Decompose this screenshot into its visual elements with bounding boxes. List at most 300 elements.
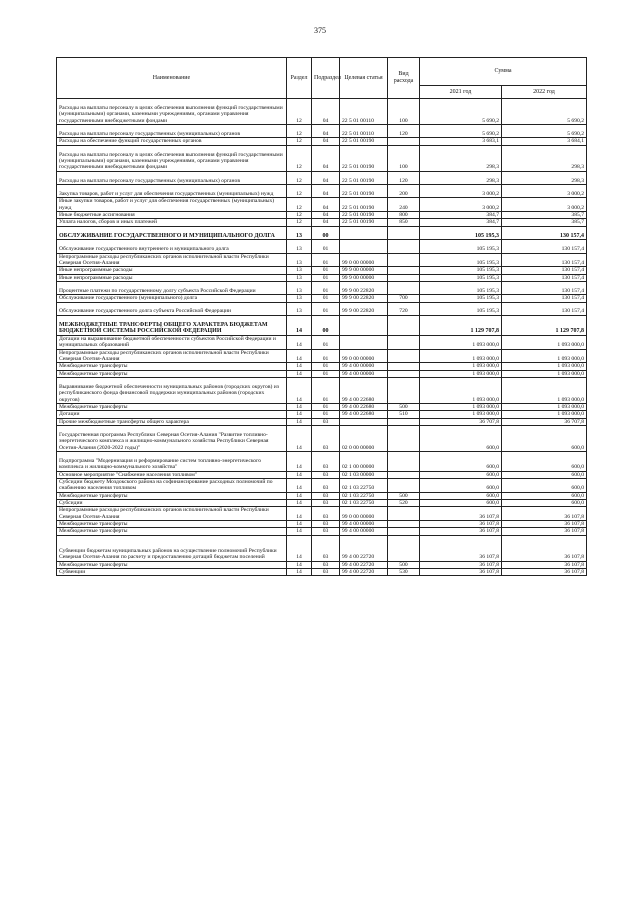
row-razdel: 12 [287, 184, 312, 197]
row-razdel: 13 [287, 274, 312, 281]
row-razdel: 14 [287, 500, 312, 507]
row-target [340, 418, 388, 425]
row-name: Межбюджетные трансферты [57, 521, 287, 528]
row-sum-2021: 1 093 000,0 [420, 403, 502, 410]
row-razdel: 12 [287, 125, 312, 138]
row-razdel: 14 [287, 403, 312, 410]
row-sum-2022: 130 157,4 [502, 281, 587, 294]
row-razdel: 13 [287, 302, 312, 315]
table-row [57, 145, 587, 171]
row-target: 99 9 00 22820 [340, 295, 388, 302]
row-target: 22 5 01 00190 [340, 184, 388, 197]
row-razdel: 14 [287, 478, 312, 492]
table-row [57, 211, 587, 218]
row-vid: 520 [388, 500, 420, 507]
row-podrazdel: 04 [312, 171, 340, 184]
row-target: 99 4 00 22680 [340, 403, 388, 410]
row-sum-2021: 1 093 000,0 [420, 370, 502, 377]
row-podrazdel: 03 [312, 426, 340, 452]
row-target: 02 1 00 00000 [340, 452, 388, 472]
row-vid [388, 528, 420, 535]
row-razdel: 14 [287, 471, 312, 478]
row-sum-2021: 600,0 [420, 492, 502, 499]
table-row [57, 267, 587, 274]
row-razdel: 14 [287, 377, 312, 403]
row-sum-2021: 384,7 [420, 211, 502, 218]
row-vid: 500 [388, 561, 420, 568]
table-row [57, 492, 587, 499]
row-vid: 510 [388, 411, 420, 418]
row-razdel: 14 [287, 411, 312, 418]
row-sum-2022: 298,3 [502, 171, 587, 184]
row-sum-2021: 36 707,8 [420, 418, 502, 425]
row-razdel: 14 [287, 452, 312, 472]
row-sum-2022: 36 107,8 [502, 528, 587, 535]
row-name: Межбюджетные трансферты [57, 492, 287, 499]
row-podrazdel: 03 [312, 507, 340, 521]
row-name: ОБСЛУЖИВАНИЕ ГОСУДАРСТВЕННОГО И МУНИЦИПАЛЬНОГО ДОЛГА [57, 226, 287, 240]
row-sum-2022: 36 107,8 [502, 521, 587, 528]
table-row [57, 535, 587, 561]
row-vid [388, 471, 420, 478]
row-name: Иные закупки товаров, работ и услуг для обеспечения государственных (муниципальных) нужд [57, 198, 287, 212]
row-sum-2022: 130 157,4 [502, 267, 587, 274]
row-razdel: 14 [287, 363, 312, 370]
row-sum-2021: 384,7 [420, 219, 502, 226]
row-target: 99 9 00 22820 [340, 302, 388, 315]
row-vid [388, 349, 420, 363]
row-target: 99 4 00 22720 [340, 561, 388, 568]
row-podrazdel: 04 [312, 138, 340, 145]
header-podrazdel: Подраздел [312, 58, 340, 99]
row-sum-2021: 5 690,2 [420, 125, 502, 138]
row-vid [388, 335, 420, 349]
header-name: Наименование [57, 58, 287, 99]
row-podrazdel: 03 [312, 561, 340, 568]
row-podrazdel: 01 [312, 253, 340, 267]
row-vid [388, 426, 420, 452]
row-vid [388, 507, 420, 521]
row-podrazdel: 03 [312, 500, 340, 507]
row-sum-2021: 600,0 [420, 471, 502, 478]
row-podrazdel: 01 [312, 240, 340, 253]
row-vid [388, 521, 420, 528]
row-razdel: 12 [287, 171, 312, 184]
header-vid: Вид расхода [388, 58, 420, 99]
row-razdel: 13 [287, 295, 312, 302]
row-sum-2021: 105 195,3 [420, 226, 502, 240]
row-sum-2021: 1 093 000,0 [420, 335, 502, 349]
row-target: 22 5 01 00190 [340, 219, 388, 226]
table-row [57, 452, 587, 472]
row-target: 99 9 00 00000 [340, 274, 388, 281]
row-razdel: 14 [287, 521, 312, 528]
table-row [57, 377, 587, 403]
row-name: Субвенции [57, 569, 287, 576]
row-target [340, 315, 388, 335]
row-name: Расходы на выплаты персоналу государственных (муниципальных) органов [57, 171, 287, 184]
row-vid: 530 [388, 569, 420, 576]
row-target: 02 1 03 22750 [340, 500, 388, 507]
table-body [57, 99, 587, 576]
row-sum-2022: 1 093 000,0 [502, 363, 587, 370]
row-sum-2021: 105 195,3 [420, 295, 502, 302]
row-target [340, 226, 388, 240]
row-sum-2022: 130 157,4 [502, 274, 587, 281]
row-podrazdel: 03 [312, 478, 340, 492]
row-razdel: 14 [287, 349, 312, 363]
table-row [57, 521, 587, 528]
row-razdel: 14 [287, 315, 312, 335]
row-vid [388, 267, 420, 274]
row-razdel: 13 [287, 267, 312, 274]
row-podrazdel: 03 [312, 521, 340, 528]
row-target: 99 4 00 00000 [340, 363, 388, 370]
row-sum-2021: 36 107,8 [420, 569, 502, 576]
row-sum-2021: 1 093 000,0 [420, 349, 502, 363]
table-row [57, 240, 587, 253]
row-sum-2021: 105 195,3 [420, 274, 502, 281]
row-target: 99 9 00 22820 [340, 281, 388, 294]
row-name: Непрограммные расходы республиканских органов исполнительной власти Республики Северная Осетия-Алания [57, 349, 287, 363]
row-vid: 500 [388, 492, 420, 499]
row-sum-2021: 36 107,8 [420, 561, 502, 568]
row-vid [388, 363, 420, 370]
row-vid [388, 138, 420, 145]
table-row [57, 274, 587, 281]
row-name: Межбюджетные трансферты [57, 363, 287, 370]
row-sum-2021: 600,0 [420, 426, 502, 452]
table-row [57, 125, 587, 138]
row-name: Обслуживание государственного внутреннего и муниципального долга [57, 240, 287, 253]
row-target: 22 5 01 00190 [340, 198, 388, 212]
row-name: Непрограммные расходы республиканских органов исполнительной власти Республики Северная Осетия-Алания [57, 507, 287, 521]
row-vid: 100 [388, 145, 420, 171]
row-razdel: 12 [287, 219, 312, 226]
row-sum-2022: 5 690,2 [502, 99, 587, 125]
row-sum-2022: 600,0 [502, 452, 587, 472]
row-sum-2022: 36 707,8 [502, 418, 587, 425]
row-target: 99 9 00 00000 [340, 267, 388, 274]
row-sum-2022: 36 107,8 [502, 507, 587, 521]
row-name: Расходы на выплаты персоналу в целях обеспечения выполнения функций государственными (муниципальными) органами, казенными учреждениями, органами управления государственными внебюджетными фондами [57, 99, 287, 125]
row-sum-2021: 5 690,2 [420, 99, 502, 125]
row-razdel: 12 [287, 138, 312, 145]
row-podrazdel: 00 [312, 315, 340, 335]
row-sum-2022: 600,0 [502, 478, 587, 492]
row-name: Прочие межбюджетные трансферты общего характера [57, 418, 287, 425]
row-sum-2021: 298,3 [420, 171, 502, 184]
table-row [57, 500, 587, 507]
row-vid [388, 478, 420, 492]
row-sum-2022: 1 093 000,0 [502, 377, 587, 403]
row-podrazdel: 01 [312, 377, 340, 403]
row-sum-2021: 105 195,3 [420, 267, 502, 274]
row-target: 02 0 00 00000 [340, 426, 388, 452]
table-row [57, 315, 587, 335]
row-vid [388, 240, 420, 253]
table-row [57, 370, 587, 377]
table-row [57, 561, 587, 568]
row-target: 22 5 01 00190 [340, 171, 388, 184]
table-row [57, 171, 587, 184]
table-row [57, 219, 587, 226]
row-name: Непрограммные расходы республиканских органов исполнительной власти Республики Северная Осетия-Алания [57, 253, 287, 267]
row-vid [388, 377, 420, 403]
row-razdel: 13 [287, 240, 312, 253]
row-podrazdel: 01 [312, 335, 340, 349]
row-podrazdel: 03 [312, 452, 340, 472]
table-row [57, 418, 587, 425]
row-name: МЕЖБЮДЖЕТНЫЕ ТРАНСФЕРТЫ ОБЩЕГО ХАРАКТЕРА БЮДЖЕТАМ БЮДЖЕТНОЙ СИСТЕМЫ РОССИЙСКОЙ ФЕДЕРАЦИИ [57, 315, 287, 335]
row-razdel: 14 [287, 569, 312, 576]
row-sum-2021: 36 107,8 [420, 528, 502, 535]
row-sum-2022: 600,0 [502, 471, 587, 478]
row-vid [388, 281, 420, 294]
row-target: 22 5 01 00190 [340, 145, 388, 171]
row-name: Межбюджетные трансферты [57, 561, 287, 568]
table-row [57, 471, 587, 478]
row-podrazdel: 01 [312, 302, 340, 315]
row-vid [388, 418, 420, 425]
row-podrazdel: 01 [312, 363, 340, 370]
row-sum-2022: 385,7 [502, 219, 587, 226]
table-row [57, 281, 587, 294]
row-podrazdel: 04 [312, 219, 340, 226]
row-sum-2021: 36 107,8 [420, 507, 502, 521]
table-row [57, 411, 587, 418]
row-sum-2021: 298,3 [420, 145, 502, 171]
row-podrazdel: 01 [312, 403, 340, 410]
row-vid [388, 315, 420, 335]
row-sum-2022: 1 093 000,0 [502, 403, 587, 410]
row-name: Межбюджетные трансферты [57, 403, 287, 410]
row-razdel: 12 [287, 145, 312, 171]
row-sum-2022: 1 093 000,0 [502, 349, 587, 363]
row-sum-2022: 3 684,1 [502, 138, 587, 145]
table-row [57, 349, 587, 363]
row-sum-2021: 36 107,8 [420, 521, 502, 528]
row-podrazdel: 01 [312, 281, 340, 294]
row-target [340, 240, 388, 253]
row-target: 99 4 00 00000 [340, 370, 388, 377]
row-name: Иные бюджетные ассигнования [57, 211, 287, 218]
table-row [57, 363, 587, 370]
row-sum-2022: 36 107,8 [502, 535, 587, 561]
row-podrazdel: 03 [312, 492, 340, 499]
row-podrazdel: 03 [312, 418, 340, 425]
row-razdel: 14 [287, 535, 312, 561]
row-sum-2022: 3 000,2 [502, 198, 587, 212]
row-sum-2021: 3 683,1 [420, 138, 502, 145]
row-sum-2021: 105 195,3 [420, 281, 502, 294]
row-target: 22 5 01 00110 [340, 125, 388, 138]
row-sum-2021: 105 195,3 [420, 253, 502, 267]
row-razdel: 14 [287, 426, 312, 452]
row-podrazdel: 03 [312, 471, 340, 478]
row-vid: 200 [388, 184, 420, 197]
row-sum-2022: 1 129 707,8 [502, 315, 587, 335]
row-podrazdel: 01 [312, 267, 340, 274]
row-vid [388, 452, 420, 472]
row-razdel: 14 [287, 528, 312, 535]
table-row [57, 184, 587, 197]
row-name: Уплата налогов, сборов и иных платежей [57, 219, 287, 226]
table-row [57, 253, 587, 267]
row-target: 99 0 00 00000 [340, 349, 388, 363]
row-sum-2021: 1 093 000,0 [420, 363, 502, 370]
table-row [57, 198, 587, 212]
row-podrazdel: 01 [312, 349, 340, 363]
row-podrazdel: 01 [312, 274, 340, 281]
row-razdel: 14 [287, 507, 312, 521]
row-name: Обслуживание государственного долга субъекта Российской Федерации [57, 302, 287, 315]
row-name: Иные непрограммные расходы [57, 274, 287, 281]
row-sum-2021: 105 195,3 [420, 302, 502, 315]
row-target: 99 0 00 00000 [340, 253, 388, 267]
row-vid [388, 226, 420, 240]
row-sum-2022: 130 157,4 [502, 226, 587, 240]
header-razdel: Раздел [287, 58, 312, 99]
row-name: Расходы на обеспечение функций государственных органов [57, 138, 287, 145]
row-vid: 500 [388, 403, 420, 410]
row-sum-2022: 1 093 000,0 [502, 411, 587, 418]
row-podrazdel: 03 [312, 569, 340, 576]
header-year-2021: 2021 год [420, 86, 502, 99]
row-target: 02 1 03 22750 [340, 492, 388, 499]
row-razdel: 13 [287, 281, 312, 294]
row-podrazdel: 04 [312, 184, 340, 197]
row-podrazdel: 01 [312, 295, 340, 302]
row-podrazdel: 00 [312, 226, 340, 240]
row-target: 99 4 00 22720 [340, 535, 388, 561]
row-sum-2022: 298,3 [502, 145, 587, 171]
row-sum-2022: 385,7 [502, 211, 587, 218]
row-podrazdel: 04 [312, 125, 340, 138]
row-vid: 720 [388, 302, 420, 315]
row-name: Подпрограмма "Модернизация и реформирование систем топливно-энергетического комплекса и жилищно-коммунального хозяйства" [57, 452, 287, 472]
row-sum-2021: 600,0 [420, 500, 502, 507]
row-name: Субсидии бюджету Моздокского района на софинансирование расходных полномочий по снабжению населения топливом [57, 478, 287, 492]
row-sum-2022: 130 157,4 [502, 253, 587, 267]
row-sum-2022: 36 107,8 [502, 569, 587, 576]
row-sum-2021: 1 129 707,8 [420, 315, 502, 335]
row-name: Расходы на выплаты персоналу государственных (муниципальных) органов [57, 125, 287, 138]
row-sum-2021: 36 107,8 [420, 535, 502, 561]
row-razdel: 13 [287, 253, 312, 267]
row-vid [388, 253, 420, 267]
row-podrazdel: 03 [312, 528, 340, 535]
row-sum-2021: 600,0 [420, 478, 502, 492]
row-vid: 700 [388, 295, 420, 302]
table-row [57, 335, 587, 349]
row-razdel: 12 [287, 99, 312, 125]
table-row [57, 528, 587, 535]
table-row [57, 226, 587, 240]
row-sum-2022: 130 157,4 [502, 295, 587, 302]
row-name: Иные непрограммные расходы [57, 267, 287, 274]
row-podrazdel: 04 [312, 198, 340, 212]
row-target: 22 5 01 00110 [340, 99, 388, 125]
table-row [57, 138, 587, 145]
row-sum-2021: 600,0 [420, 452, 502, 472]
table-row [57, 507, 587, 521]
row-razdel: 13 [287, 226, 312, 240]
table-row [57, 478, 587, 492]
row-target: 99 4 00 00000 [340, 521, 388, 528]
row-name: Межбюджетные трансферты [57, 528, 287, 535]
row-sum-2022: 130 157,4 [502, 302, 587, 315]
row-sum-2022: 1 093 000,0 [502, 335, 587, 349]
row-name: Межбюджетные трансферты [57, 370, 287, 377]
row-razdel: 14 [287, 418, 312, 425]
row-target: 99 4 00 22720 [340, 569, 388, 576]
budget-table [56, 57, 587, 576]
row-vid [388, 274, 420, 281]
row-name: Дотации [57, 411, 287, 418]
row-name: Закупка товаров, работ и услуг для обеспечения государственных (муниципальных) нужд [57, 184, 287, 197]
row-sum-2022: 600,0 [502, 500, 587, 507]
row-vid: 240 [388, 198, 420, 212]
row-target: 99 4 00 22680 [340, 411, 388, 418]
row-razdel: 12 [287, 211, 312, 218]
row-vid: 800 [388, 211, 420, 218]
row-sum-2021: 3 000,2 [420, 184, 502, 197]
row-sum-2022: 3 000,2 [502, 184, 587, 197]
row-sum-2022: 1 093 000,0 [502, 370, 587, 377]
row-razdel: 14 [287, 492, 312, 499]
page-number: 375 [314, 26, 326, 35]
row-name: Процентные платежи по государственному долгу субъекта Российской Федерации [57, 281, 287, 294]
row-podrazdel: 04 [312, 99, 340, 125]
table-row [57, 295, 587, 302]
row-sum-2021: 1 093 000,0 [420, 377, 502, 403]
row-sum-2021: 3 000,2 [420, 198, 502, 212]
row-target: 02 1 03 22750 [340, 478, 388, 492]
row-name: Государственная программа Республики Северная Осетия-Алания "Развитие топливно-энергетического комплекса и жилищно-коммунального хозяйства Республики Северная Осетия-Алания (2020-2022 годы)" [57, 426, 287, 452]
row-sum-2022: 36 107,8 [502, 561, 587, 568]
row-target: 22 5 01 00190 [340, 138, 388, 145]
row-name: Основное мероприятие "Снабжение населения топливом" [57, 471, 287, 478]
row-podrazdel: 04 [312, 145, 340, 171]
row-sum-2022: 600,0 [502, 426, 587, 452]
row-podrazdel: 04 [312, 211, 340, 218]
row-podrazdel: 01 [312, 411, 340, 418]
row-name: Выравнивание бюджетной обеспеченности муниципальных районов (городских округов) из республиканского фонда финансовой поддержки муниципальных районов (городских округов) [57, 377, 287, 403]
header-year-2022: 2022 год [502, 86, 587, 99]
row-name: Субвенции бюджетам муниципальных районов на осуществление полномочий Республики Северная Осетия-Алания по расчету и предоставлению дотаций бюджетам поселений [57, 535, 287, 561]
row-vid: 120 [388, 125, 420, 138]
row-name: Расходы на выплаты персоналу в целях обеспечения выполнения функций государственными (муниципальными) органами, казенными учреждениями, органами управления государственными внебюджетными фондами [57, 145, 287, 171]
row-razdel: 12 [287, 198, 312, 212]
row-target [340, 335, 388, 349]
row-sum-2021: 1 093 000,0 [420, 411, 502, 418]
row-vid [388, 370, 420, 377]
row-razdel: 14 [287, 561, 312, 568]
row-vid: 120 [388, 171, 420, 184]
row-target: 99 0 00 00000 [340, 507, 388, 521]
table-row [57, 302, 587, 315]
row-razdel: 14 [287, 370, 312, 377]
row-vid: 100 [388, 99, 420, 125]
header-target: Целевая статья [340, 58, 388, 99]
table-row [57, 403, 587, 410]
row-vid: 850 [388, 219, 420, 226]
row-sum-2022: 600,0 [502, 492, 587, 499]
row-target: 02 1 03 00000 [340, 471, 388, 478]
row-sum-2022: 5 690,2 [502, 125, 587, 138]
row-vid [388, 535, 420, 561]
